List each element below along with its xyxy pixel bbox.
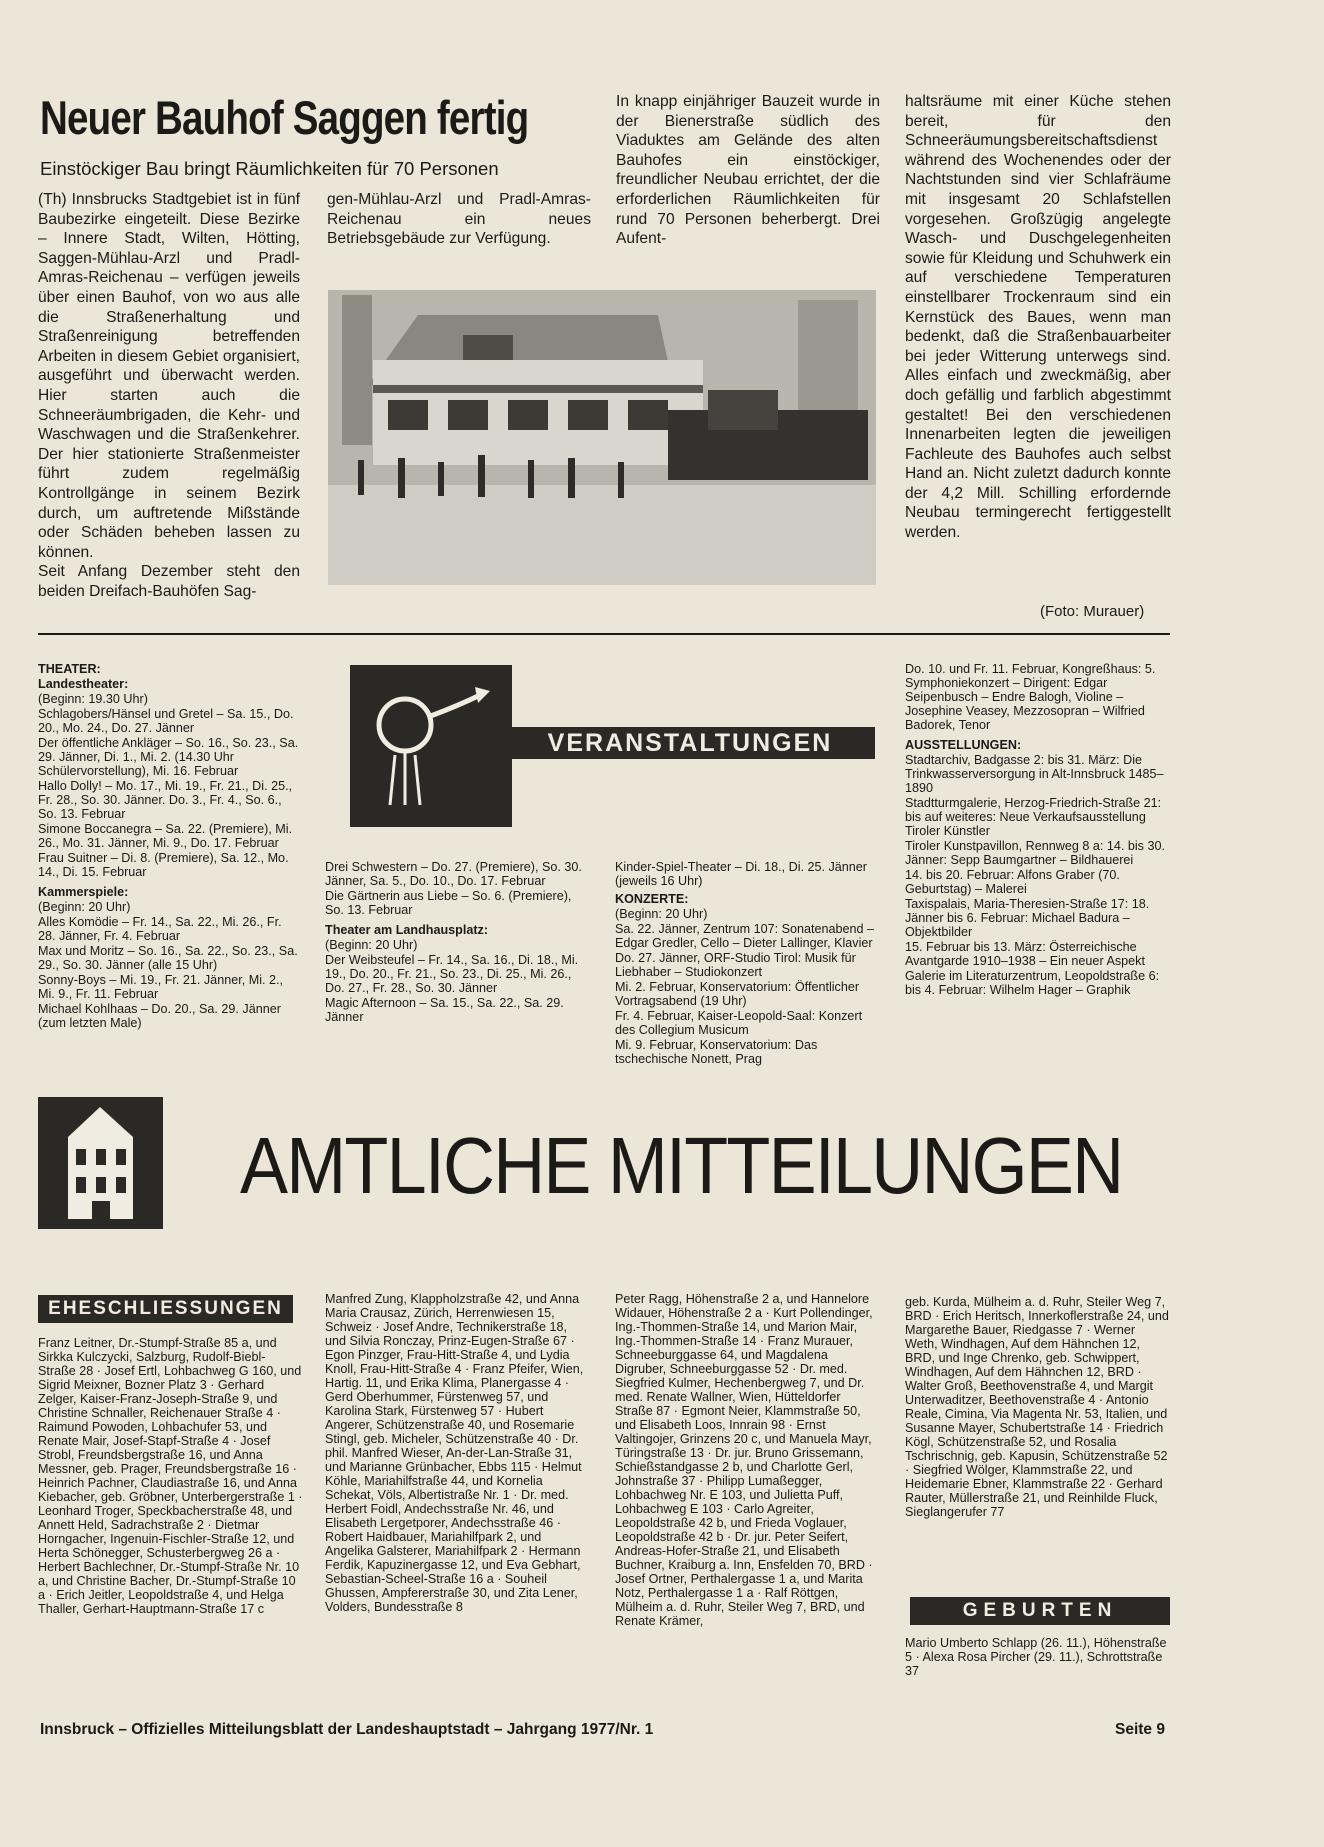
ausstellung-item: Taxispalais, Maria-Theresien-Straße 17: 18. Jänner bis 6. Februar: Michael Badura – Objektbilder	[905, 897, 1150, 939]
theater-heading: THEATER:	[38, 662, 101, 676]
bauhof-photo-drawing	[328, 290, 876, 585]
events-col3	[615, 860, 880, 1075]
konzert-item: Do. 10. und Fr. 11. Februar, Kongreßhaus: 5. Symphoniekonzert – Dirigent: Edgar Seipenbusch – Endre Balogh, Violine – Josephine Veasey, Mezzosopran – Wilfried Badorek, Tenor	[905, 662, 1156, 732]
kammer-item: Max und Moritz – So. 16., Sa. 22., So. 23., Sa. 29., So. 30. Jänner (alle 15 Uhr)	[38, 944, 298, 972]
ehe-col3: Peter Ragg, Höhenstraße 2 a, und Hannelore Widauer, Höhenstraße 2 a · Kurt Pollendinger, Ing.-Thommen-Straße 14, und Marion Mair, Ing.-Thommen-Straße 14 · Franz Murauer, Schneeburggasse 64, und Magdalena Digruber, Schneeburggasse 52 · Dr. med. Siegfried Kulmer, Hechenbergweg 7, und Dr. med. Renate Wallner, Wien, Hütteldorfer Straße 87 · Egmont Neier, Klammstraße 50, und Elisabeth Loos, Innrain 98 · Ernst Valtingojer, Grinzens 20 c, und Manuela Mayr, Türingstraße 13 · Dr. jur. Bruno Grissemann, Schießstandgasse 2 b, und Charlotte Gerl, Johnstraße 37 · Philipp Lumaßegger, Lohbachweg Nr. E 103, und Julietta Puff, Lohbachweg E 103 · Carlo Agreiter, Leopoldstraße 42 b, und Frieda Voglauer, Leopoldstraße 42 b · Dr. jur. Peter Seifert, Andreas-Hofer-Straße 21, und Elisabeth Buchner, Kraiburg a. Inn, Ensfelden 70, BRD · Josef Ortner, Perthalergasse 1 a, und Marita Notz, Perthalergasse 1 a · Ralf Röttgen, Mülheim a. d. Ruhr, Steiler Weg 7, BRD, und Renate Krämer,	[615, 1292, 873, 1628]
theater-item: Simone Boccanegra – Sa. 22. (Premiere), Mi. 26., Mo. 31. Jänner, Mi. 9., Do. 17. Februar	[38, 822, 293, 850]
ehe-col4: geb. Kurda, Mülheim a. d. Ruhr, Steiler Weg 7, BRD · Erich Heritsch, Innerkoflerstraße 24, und Margarethe Bauer, Riedgasse 7 · Werner Weth, Windhagen, Auf dem Hähnchen 12, BRD, und Inge Chrenko, geb. Schwippert, Windhagen, Auf dem Hähnchen 12, BRD · Walter Groß, Beethovenstraße 4, und Margit Unterwaditzer, Beethovenstraße 4 · Antonio Reale, Cimina, Via Magenta Nr. 53, Italien, und Susanne Mayer, Schubertstraße 14 · Friedrich Kögl, Schützenstraße 52, und Rosalia Tschrischnig, geb. Kapusin, Schützenstraße 52 · Siegfried Wölger, Klammstraße 22, und Heidemarie Ebner, Klammstraße 22 · Gerhard Rauter, Müllerstraße 21, und Reinhilde Fluck, Sieglangerufer 77	[905, 1295, 1169, 1519]
theater-item: Frau Suitner – Di. 8. (Premiere), Sa. 12., Mo. 14., Di. 15. Februar	[38, 851, 289, 879]
photo-caption: (Foto: Murauer)	[1040, 603, 1145, 620]
ehe-banner: EHESCHLIESSUNGEN	[38, 1295, 293, 1323]
ehe-col1: Franz Leitner, Dr.-Stumpf-Straße 85 a, und Sirkka Kulczycki, Salzburg, Rudolf-Biebl-Straße 28 · Josef Ertl, Lohbachweg G 160, und Sigrid Meixner, Bozner Platz 3 · Gerhard Zelger, Kaiser-Franz-Joseph-Straße 9, und Christine Schnaller, Reichenauer Straße 4 · Raimund Powoden, Lohbachufer 53, und Renate Mair, Josef-Stapf-Straße 4 · Josef Strobl, Freundsbergstraße 16, und Anna Messner, geb. Prager, Freundsbergstraße 16 · Heinrich Pachner, Claudiastraße 16, und Anna Kiebacher, geb. Gröbner, Unterbergerstraße 1 · Leonhard Troger, Speckbacherstraße 48, und Annett Held, Sadrachstraße 2 · Dietmar Horngacher, Ingenuin-Fischler-Straße 12, und Herta Schönegger, Schusterbergweg 26 a · Herbert Bachlechner, Dr.-Stumpf-Straße Nr. 10 a, und Christine Bacher, Dr.-Stumpf-Straße 10 a · Erich Jeitler, Leopoldstraße 4, und Helga Thaller, Gerhart-Hauptmann-Straße 17 c	[38, 1336, 303, 1616]
konzerte-begin: (Beginn: 20 Uhr)	[615, 907, 708, 921]
footer-title: Innsbruck – Offizielles Mitteilungsblatt der Landeshauptstadt – Jahrgang 1977/Nr. 1	[40, 1721, 654, 1738]
headline: Neuer Bauhof Saggen fertig	[40, 91, 529, 144]
ausstellung-item: Stadtarchiv, Badgasse 2: bis 31. März: Die Trinkwasserversorgung in Alt-Innsbruck 1485–1890	[905, 753, 1164, 795]
tower-icon	[38, 1097, 163, 1229]
kammer-item: Michael Kohlhaas – Do. 20., Sa. 29. Jänner (zum letzten Male)	[38, 1002, 281, 1030]
event-item: Drei Schwestern – Do. 27. (Premiere), So. 30. Jänner, Sa. 5., Do. 10., Do. 17. Februar	[325, 860, 582, 888]
ausstellung-item: Stadtturmgalerie, Herzog-Friedrich-Straße 21: bis auf weiteres: Neue Verkaufsausstellung Tiroler Künstler	[905, 796, 1162, 838]
theater-item: Hallo Dolly! – Mo. 17., Mi. 19., Fr. 21., Di. 25., Fr. 28., So. 30. Jänner. Do. 3., Fr. 4., So. 6., So. 13. Februar	[38, 779, 293, 821]
article-col1	[38, 190, 300, 615]
posthorn-icon	[350, 665, 512, 827]
article-col1-text: (Th) Innsbrucks Stadtgebiet ist in fünf Baubezirke eingeteilt. Diese Bezirke – Innere Stadt, Wilten, Hötting, Saggen-Mühlau-Arzl und Pradl-Amras-Reichenau – verfügen jeweils über einen Bauhof, von wo aus alle die Straßenerhaltung und Straßenreinigung betreffenden Arbeiten in diesem Gebiet organisiert, ausgeführt und überwacht werden. Hier starten auch die Schneeräumbrigaden, die Kehr- und Waschwagen und die Straßenkehrer. Der hier stationierte Straßenmeister führt zudem regelmäßig Kontrollgänge in seinem Bezirk durch, um auftretende Mißstände oder Schäden beheben lassen zu können.	[38, 191, 300, 561]
ehe-col2: Manfred Zung, Klappholzstraße 42, und Anna Maria Crausaz, Zürich, Herrenwiesen 15, Schweiz · Josef Andre, Technikerstraße 18, und Silvia Ronczay, Prinz-Eugen-Straße 67 · Egon Pinzger, Frau-Hitt-Straße 4, und Lydia Knoll, Frau-Hitt-Straße 4 · Franz Pfeifer, Wien, Hartig. 11, und Erika Klima, Planergasse 4 · Gerd Oberhummer, Fürstenweg 57, und Karolina Stark, Fürstenweg 57 · Hubert Angerer, Schützenstraße 40, und Rosemarie Stingl, geb. Micheler, Schützenstraße 40 · Dr. phil. Manfred Wieser, An-der-Lan-Straße 31, und Marianne Grünbacher, Ebbs 115 · Helmut Köhle, Mariahilfstraße 44, und Kornelia Schekat, Völs, Albertistraße Nr. 1 · Dr. med. Herbert Foidl, Andechsstraße Nr. 46, und Elisabeth Lergetporer, Andechsstraße 46 · Robert Haidbauer, Mariahilfpark 2, und Angelika Galsterer, Mariahilfpark 2 · Hermann Ferdik, Kapuzinergasse 12, und Eva Gebhart, Sebastian-Scheel-Straße 16 a · Souheil Ghussen, Ampfererstraße 30, und Zita Lener, Volders, Bundesstraße 8	[325, 1292, 584, 1614]
bauhof-photo	[328, 290, 876, 585]
events-col4	[905, 662, 1171, 1077]
ausstellung-item: Galerie im Literaturzentrum, Leopoldstraße 6: bis 4. Februar: Wilhelm Hager – Graphik	[905, 969, 1160, 997]
landestheater-heading: Landestheater:	[38, 677, 129, 691]
landestheater-begin: (Beginn: 19.30 Uhr)	[38, 692, 148, 706]
kammer-item: Sonny-Boys – Mi. 19., Fr. 21. Jänner, Mi. 2., Mi. 9., Fr. 11. Februar	[38, 973, 283, 1001]
theater-item: Der öffentliche Ankläger – So. 16., So. 23., Sa. 29. Jänner, Di. 1., Mi. 2. (14.30 Uhr Schülervorstellung), Mi. 16. Februar	[38, 736, 299, 778]
article-col3: In knapp einjähriger Bauzeit wurde in der Bienerstraße südlich des Viaduktes am Gelände des alten Bauhofes ein einstöckiger, freundlicher Neubau errichtet, der die erforderlichen Räumlichkeiten für rund 70 Personen beherbergt. Drei Aufent-	[616, 93, 880, 248]
ausstellungen-heading: AUSSTELLUNGEN:	[905, 738, 1022, 752]
kammer-item: Alles Komödie – Fr. 14., Sa. 22., Mi. 26., Fr. 28. Jänner, Fr. 4. Februar	[38, 915, 282, 943]
konzerte-heading: KONZERTE:	[615, 892, 689, 906]
article-col4: haltsräume mit einer Küche stehen bereit, für den Schneeräumungsbereitschaftsdienst während des Wochenendes oder der Nachtstunden sind vier Schlafräume mit insgesamt 20 Schlafstellen vorgesehen. Großzügig angelegte Wasch- und Duschgelegenheiten sowie für Kleidung und Schuhwerk ein auf verschiedene Temperaturen einstellbarer Trockenraum sind ein Kernstück des Baues, wenn man bedenkt, daß die Straßenbauarbeiter bei jeder Witterung unterwegs sind. Alles einfach und zweckmäßig, aber doch gefällig und farblich abgestimmt gestaltet! Bei den verschiedenen Innenarbeiten legten die jeweiligen Fachleute des Bauhofes auch selbst Hand an. Nicht zuletzt dadurch konnte der 4,2 Mill. Schilling erfordernde Neubau termingerecht fertiggestellt werden.	[905, 93, 1171, 542]
landhaus-begin: (Beginn: 20 Uhr)	[325, 938, 418, 952]
landhausplatz-heading: Theater am Landhausplatz:	[325, 923, 489, 937]
event-item: Magic Afternoon – Sa. 15., Sa. 22., Sa. 29. Jänner	[325, 996, 564, 1024]
geburten-list: Mario Umberto Schlapp (26. 11.), Höhenstraße 5 · Alexa Rosa Pircher (29. 11.), Schrottstraße 37	[905, 1636, 1167, 1678]
article-col2: gen-Mühlau-Arzl und Pradl-Amras-Reichenau ein neues Betriebsgebäude zur Verfügung.	[327, 191, 591, 248]
veranstaltungen-banner: VERANSTALTUNGEN	[505, 727, 875, 759]
posthorn-logo	[350, 665, 512, 827]
ausstellung-item: Tiroler Kunstpavillon, Rennweg 8 a: 14. bis 30. Jänner: Sepp Baumgartner – Bildhauerei	[905, 839, 1165, 867]
page-number: Seite 9	[1115, 1721, 1165, 1738]
konzert-item: Do. 27. Jänner, ORF-Studio Tirol: Musik für Liebhaber – Studiokonzert	[615, 951, 856, 979]
kammerspiele-heading: Kammerspiele:	[38, 885, 129, 899]
events-col2	[325, 860, 590, 1075]
konzert-item: Sa. 22. Jänner, Zentrum 107: Sonatenabend – Edgar Gredler, Cello – Dieter Lallinger, Klavier	[615, 922, 875, 950]
section-rule	[38, 633, 1170, 635]
event-item: Die Gärtnerin aus Liebe – So. 6. (Premiere), So. 13. Februar	[325, 889, 572, 917]
geburten-banner: GEBURTEN	[910, 1597, 1170, 1625]
subheadline: Einstöckiger Bau bringt Räumlichkeiten für 70 Personen	[40, 158, 499, 179]
ausstellung-item: 14. bis 20. Februar: Alfons Graber (70. Geburtstag) – Malerei	[905, 868, 1120, 896]
kinder-item: Kinder-Spiel-Theater – Di. 18., Di. 25. Jänner (jeweils 16 Uhr)	[615, 860, 867, 888]
konzert-item: Mi. 9. Februar, Konservatorium: Das tschechische Nonett, Prag	[615, 1038, 818, 1066]
article-col1b-text: Seit Anfang Dezember steht den beiden Dreifach-Bauhöfen Sag-	[38, 563, 300, 600]
tower-logo	[38, 1097, 163, 1229]
konzert-item: Mi. 2. Februar, Konservatorium: Öffentlicher Vortragsabend (19 Uhr)	[615, 980, 860, 1008]
theater-item: Schlagobers/Hänsel und Gretel – Sa. 15., Do. 20., Mo. 24., Do. 27. Jänner	[38, 707, 294, 735]
events-col1	[38, 662, 300, 1072]
konzert-item: Fr. 4. Februar, Kaiser-Leopold-Saal: Konzert des Collegium Musicum	[615, 1009, 863, 1037]
kammer-begin: (Beginn: 20 Uhr)	[38, 900, 131, 914]
event-item: Der Weibsteufel – Fr. 14., Sa. 16., Di. 18., Mi. 19., Do. 20., Fr. 21., So. 23., Di. 25., Mi. 26., Do. 27., Fr. 28., So. 30. Jänner	[325, 953, 579, 995]
ausstellung-item: 15. Februar bis 13. März: Österreichische Avantgarde 1910–1938 – Ein neuer Aspekt	[905, 940, 1145, 968]
amtliche-title: AMTLICHE MITTEILUNGEN	[240, 1121, 1123, 1210]
